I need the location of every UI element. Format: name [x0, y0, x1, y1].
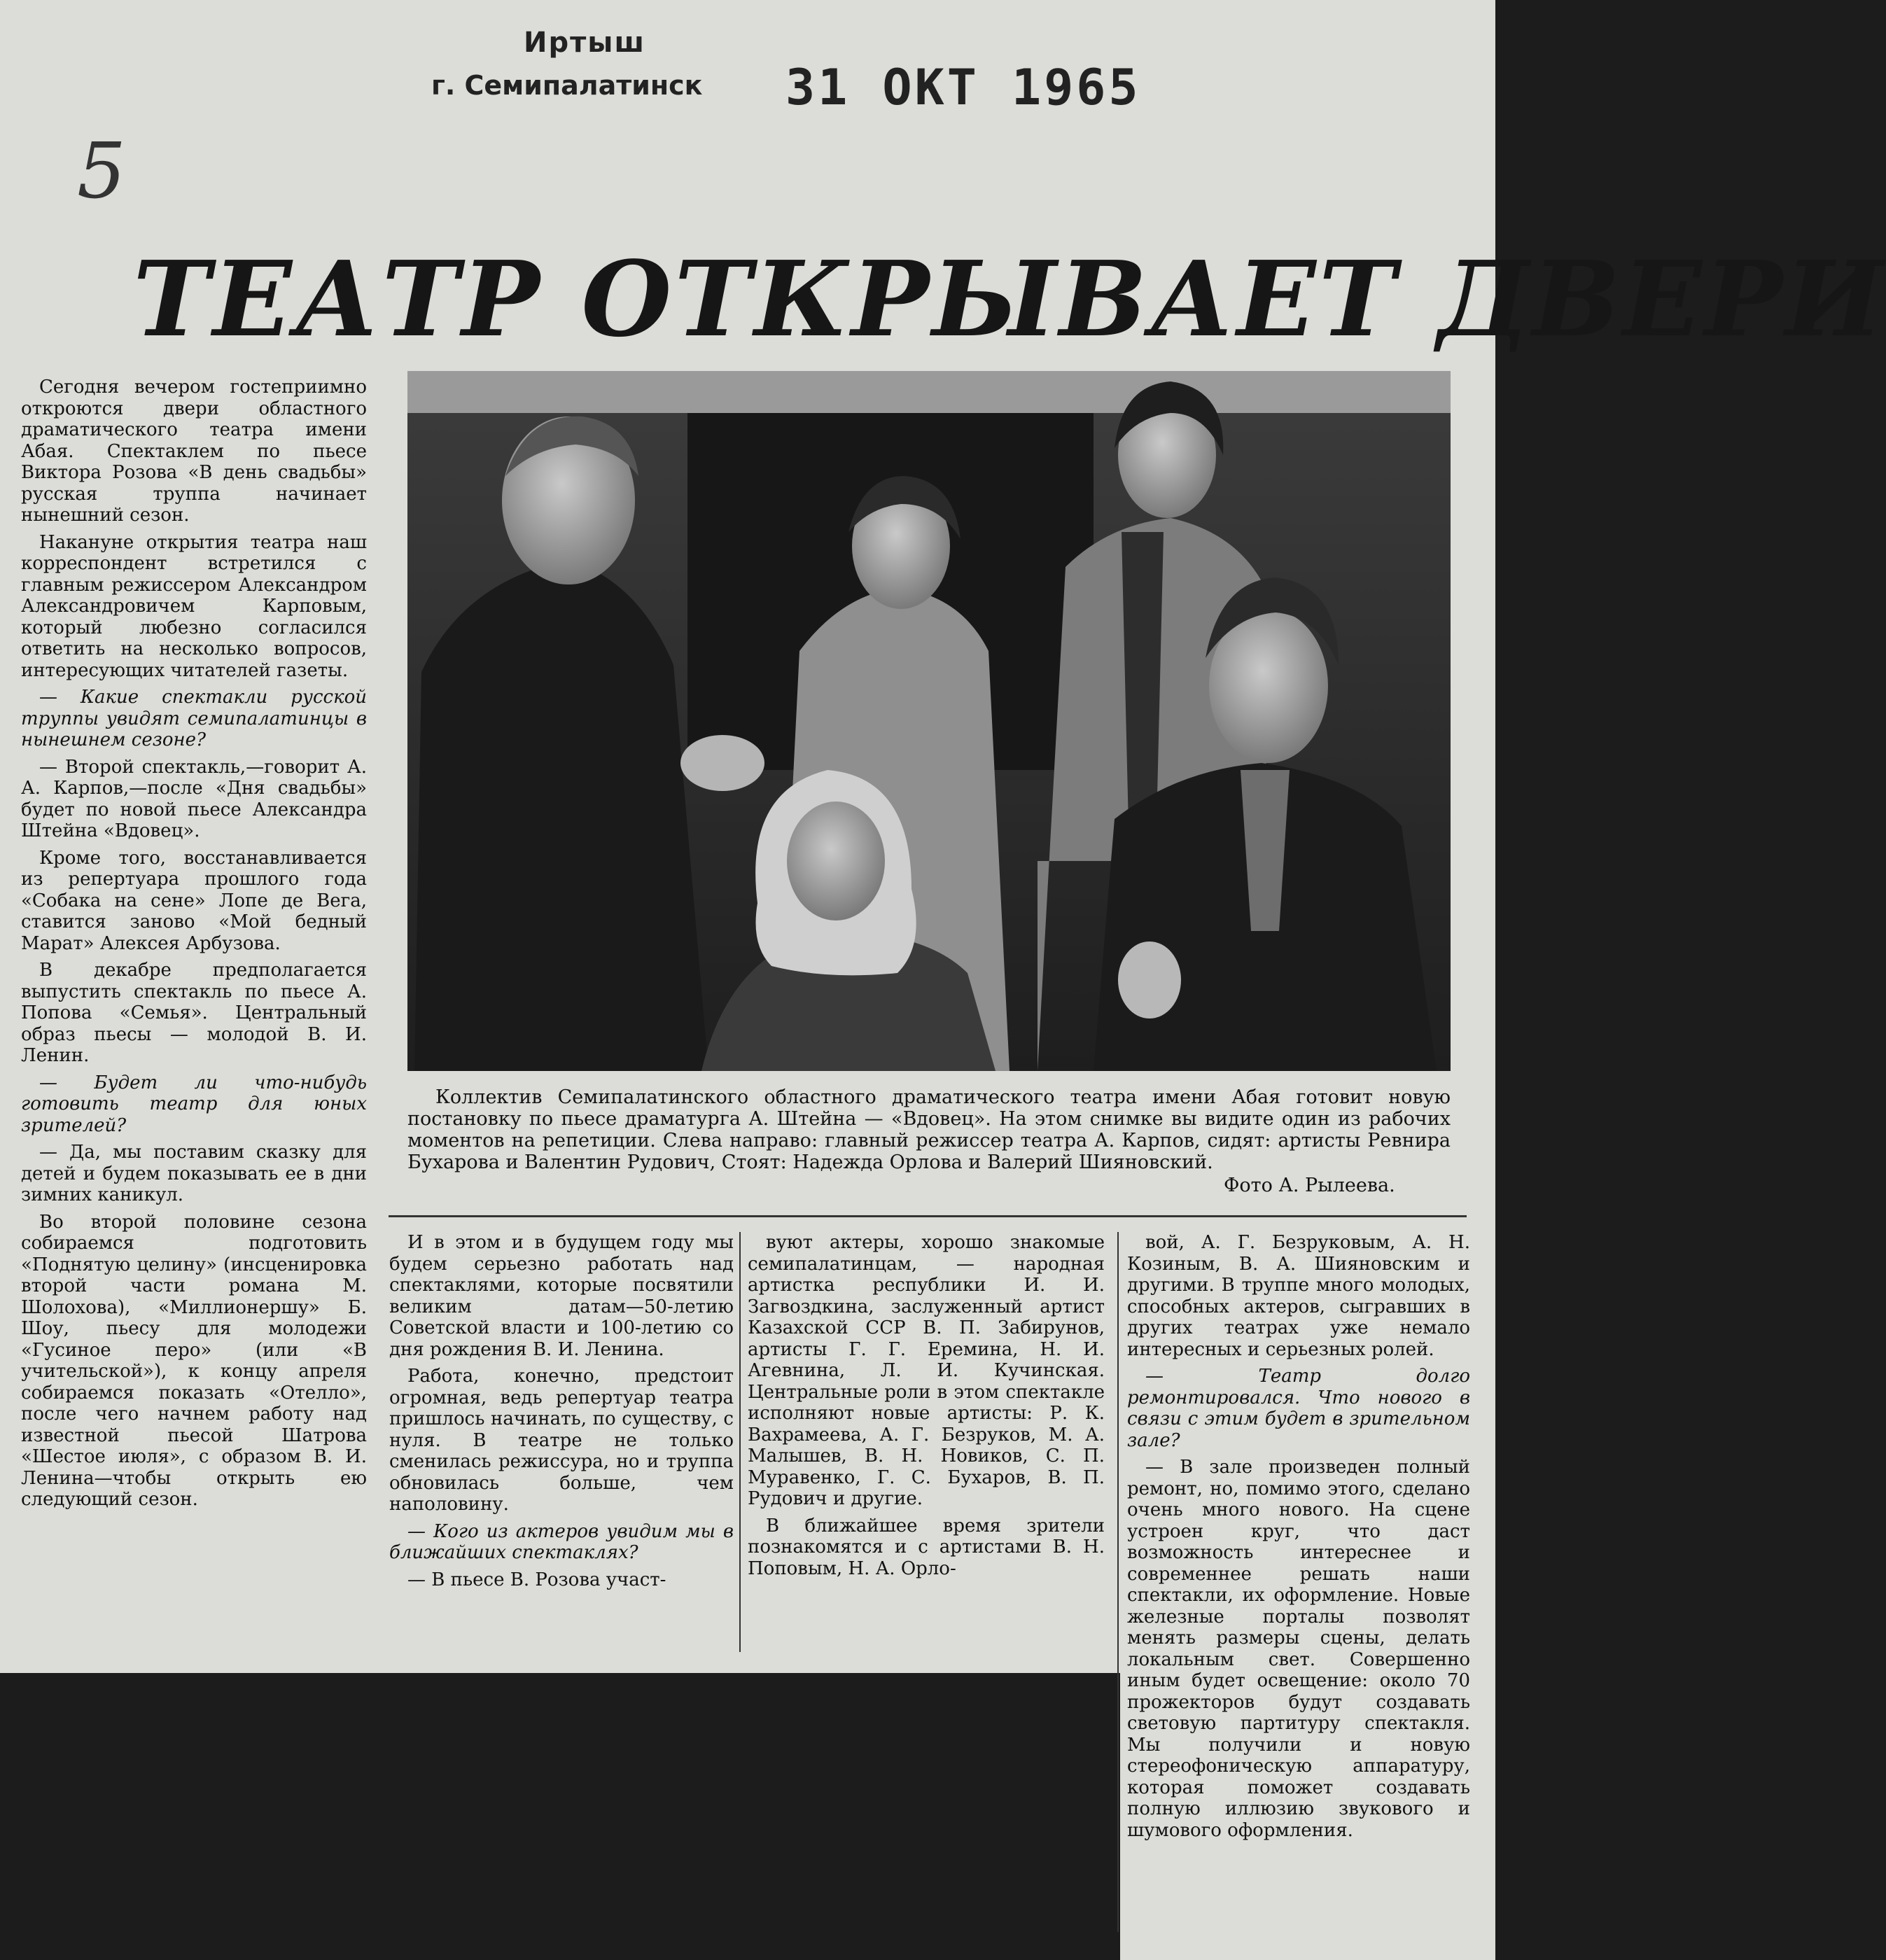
column-rule-vertical [1117, 1232, 1119, 1932]
article-column-2 [389, 1232, 734, 1596]
rehearsal-photo-illustration [407, 371, 1451, 1071]
article-paragraph: В декабре предполагается выпустить спектакль по пьесе А. Попова «Семья». Центральный образ пьесы — молодой В. И. Ленин. [21, 960, 367, 1066]
article-paragraph: — Будет ли что-нибудь готовить театр для юных зрителей? [21, 1072, 367, 1136]
photo-caption: Коллектив Семипалатинского областного драматического театра имени Абая готовит новую постановку по пьесе драматурга А. Штейна — «Вдовец». На этом снимке вы видите один из рабочих моментов на репетиции. Слева направо: главный режиссер театра А. Карпов, сидят: артисты Ревнира Бухарова и Валентин Рудович, Стоят: Надежда Орлова и Валерий Шияновский. [407, 1086, 1451, 1173]
article-paragraph: вой, А. Г. Безруковым, А. Н. Козиным, В. А. Шияновским и другими. В труппе много молодых, способных актеров, сыгравших в других театрах уже немало интересных и серьезных ролей. [1127, 1232, 1470, 1360]
date-stamp: 31 ОКТ 1965 [785, 59, 1141, 116]
article-paragraph: — Какие спектакли русской труппы увидят семипалатинцы в нынешнем сезоне? [21, 687, 367, 750]
article-paragraph: — В зале произведен полный ремонт, но, помимо этого, сделано очень много нового. На сцене устроен круг, что даст возможность интереснее и современнее решать наши спектакли, их оформление. Новые железные порталы позволят менять размеры сцены, делать локальным свет. Совершенно иным будет освещение: около 70 прожекторов будут создавать световую партитуру спектакля. Мы получили и новую стереофоническую аппаратуру, которая поможет создавать полную иллюзию звукового и шумового оформления. [1127, 1457, 1470, 1841]
article-column-1 [21, 377, 367, 1516]
article-paragraph: Кроме того, восстанавливается из репертуара прошлого года «Собака на сене» Лопе де Вега, ставится заново «Мой бедный Марат» Алексея Арбузова. [21, 847, 367, 954]
article-paragraph: В ближайшее время зрители познакомятся и с артистами В. Н. Поповым, Н. А. Орло- [748, 1515, 1105, 1579]
column-rule-vertical [739, 1232, 741, 1652]
article-paragraph: Работа, конечно, предстоит огромная, ведь репертуар театра пришлось начинать, по существу, с нуля. В театре не только сменилась режиссура, но и труппа обновилась больше, чем наполовину. [389, 1366, 734, 1515]
article-paragraph: — Да, мы поставим сказку для детей и будем показывать ее в дни зимних каникул. [21, 1142, 367, 1205]
handwritten-page-mark: 5 [77, 126, 126, 216]
article-column-3 [748, 1232, 1105, 1585]
newspaper-name: Иртыш [524, 27, 645, 59]
newspaper-city: г. Семипалатинск [431, 70, 703, 101]
article-paragraph: — Кого из актеров увидим мы в ближайших спектаклях? [389, 1520, 734, 1563]
article-column-4 [1127, 1232, 1470, 1847]
rehearsal-photo [407, 371, 1451, 1071]
article-paragraph: Сегодня вечером гостеприимно откроются двери областного драматического театра имени Абая. Спектаклем по пьесе Виктора Розова «В день свадьбы» русская труппа начинает нынешний сезон. [21, 377, 367, 526]
article-paragraph: И в этом и в будущем году мы будем серьезно работать над спектаклями, которые посвятили великим датам—50-летию Советской власти и 100-летию со дня рождения В. И. Ленина. [389, 1232, 734, 1360]
article-headline: ТЕАТР ОТКРЫВАЕТ ДВЕРИ [133, 238, 1886, 360]
article-paragraph: — Второй спектакль,—говорит А. А. Карпов,—после «Дня свадьбы» будет по новой пьесе Александра Штейна «Вдовец». [21, 756, 367, 841]
article-paragraph: — В пьесе В. Розова участ- [407, 1569, 666, 1590]
article-paragraph: — Театр долго ремонтировался. Что нового в связи с этим будет в зрительном зале? [1127, 1366, 1470, 1451]
photo-credit: Фото А. Рылеева. [1224, 1175, 1395, 1196]
article-paragraph: Во второй половине сезона собираемся подготовить «Поднятую целину» (инсценировка второй части романа М. Шолохова), «Миллионершу» Б. Шоу, пьесу для молодежи «Гусиное перо» (или «В учительской»), к концу апреля собираемся показать «Отелло», после чего начнем работу над известной пьесой Шатрова «Шестое июля», с образом В. И. Ленина—чтобы открыть ею следующий сезон. [21, 1211, 367, 1510]
article-paragraph: Накануне открытия театра наш корреспондент встретился с главным режиссером Александром Александровичем Карповым, который любезно согласился ответить на несколько вопросов, интересующих читателей газеты. [21, 531, 367, 681]
column-rule-horizontal [389, 1215, 1467, 1217]
article-paragraph: вуют актеры, хорошо знакомые семипалатинцам, — народная артистка республики И. И. Загвоздкина, заслуженный артист Казахской ССР В. П. Забирунов, артисты Г. Г. Еремина, Н. И. Агевнина, Л. И. Кучинская. Центральные роли в этом спектакле исполняют новые артисты: Р. К. Вахрамеева, А. Г. Безруков, М. А. Малышев, В. Н. Новиков, С. П. Муравенко, Г. С. Бухаров, В. П. Рудович и другие. [748, 1232, 1105, 1509]
